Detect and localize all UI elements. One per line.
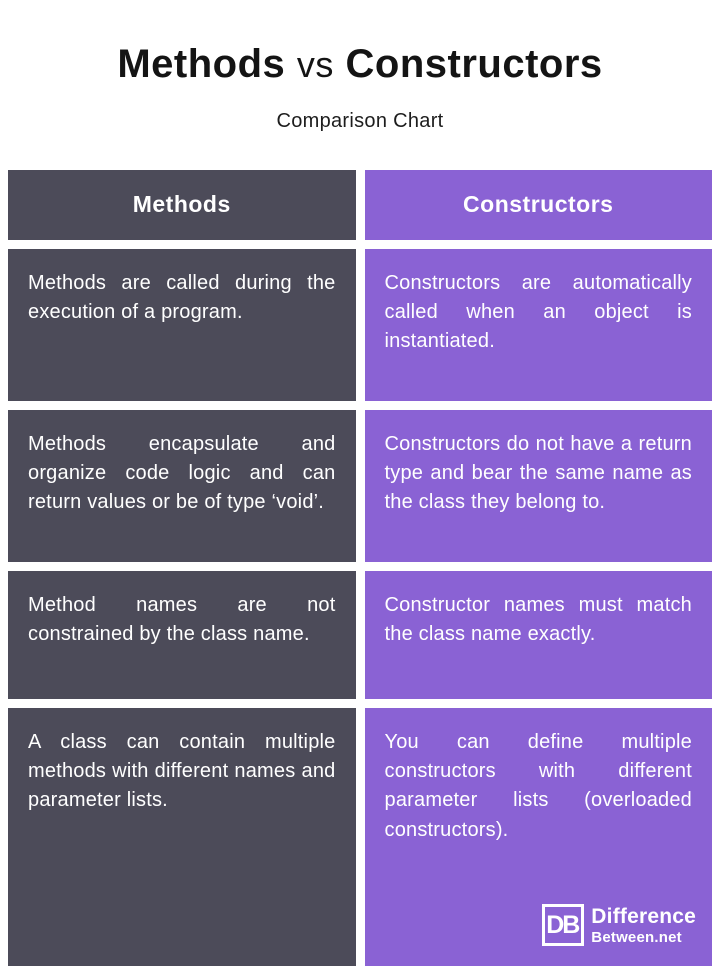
table-cell-constructors-row3: Constructor names must match the class name exactly. (365, 571, 713, 699)
column-header-methods: Methods (8, 170, 356, 240)
logo-line2: Between.net (591, 928, 682, 946)
page-title (0, 42, 720, 86)
table-cell-methods-row2: Methods encapsulate and organize code logic and can return values or be of type ‘void’. (8, 410, 356, 562)
table-cell-methods-row3: Method names are not constrained by the class name. (8, 571, 356, 699)
comparison-table (8, 170, 712, 966)
title-right-term: Constructors (345, 42, 603, 86)
title-vs-separator: vs (296, 44, 334, 85)
table-cell-constructors-row1: Constructors are automatically called when an object is instantiated. (365, 249, 713, 401)
table-cell-constructors-row2: Constructors do not have a return type and bear the same name as the class they belong to. (365, 410, 713, 562)
db-monogram-icon: DB (542, 904, 584, 946)
differencebetween-logo (542, 904, 696, 946)
title-left-term: Methods (117, 42, 286, 86)
table-cell-methods-row1: Methods are called during the execution of a program. (8, 249, 356, 401)
logo-wordmark (591, 906, 696, 945)
table-cell-constructors-row4-text: You can define multiple constructors with different parameter lists (overloaded constructors). (384, 731, 692, 841)
table-cell-constructors-row4 (365, 708, 713, 966)
column-header-constructors: Constructors (365, 170, 713, 240)
logo-line1: Difference (591, 904, 696, 928)
page-subtitle: Comparison Chart (276, 110, 444, 132)
table-cell-methods-row4: A class can contain multiple methods with different names and parameter lists. (8, 708, 356, 966)
title-block (0, 0, 720, 133)
